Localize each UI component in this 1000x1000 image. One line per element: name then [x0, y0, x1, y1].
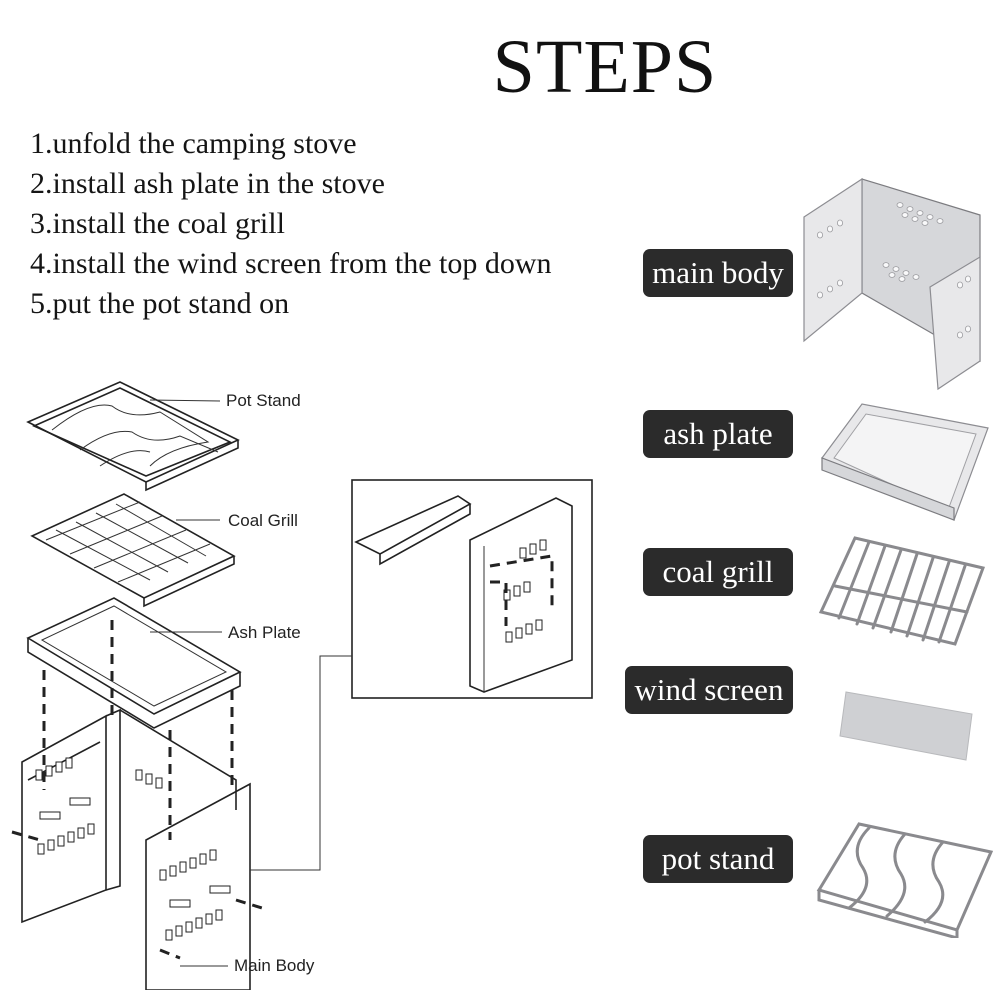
- part-label-ash-plate: ash plate: [643, 410, 793, 458]
- diagram-detail-inset: [352, 480, 592, 698]
- callout-ash-plate: Ash Plate: [228, 623, 301, 642]
- diagram-ash-plate: [28, 598, 240, 728]
- step-item: 5.put the pot stand on: [30, 287, 290, 320]
- part-label-pot-stand: pot stand: [643, 835, 793, 883]
- part-label-coal-grill: coal grill: [643, 548, 793, 596]
- step-item: 1.unfold the camping stove: [30, 127, 357, 160]
- ash-plate-image: [812, 398, 992, 528]
- steps-list: [30, 124, 552, 324]
- callout-main-body: Main Body: [234, 956, 315, 975]
- callout-pot-stand: Pot Stand: [226, 391, 301, 410]
- step-item: 3.install the coal grill: [30, 207, 285, 240]
- part-label-main-body: main body: [643, 249, 793, 297]
- step-item: 2.install ash plate in the stove: [30, 167, 385, 200]
- diagram-pot-stand: [28, 382, 238, 490]
- step-item: 4.install the wind screen from the top down: [30, 247, 552, 280]
- diagram-coal-grill: [32, 494, 234, 606]
- wind-screen-image: [838, 688, 978, 768]
- pot-stand-image: [815, 818, 995, 938]
- coal-grill-image: [815, 532, 985, 652]
- callout-coal-grill: Coal Grill: [228, 511, 298, 530]
- part-label-wind-screen: wind screen: [625, 666, 793, 714]
- exploded-diagram: [0, 370, 620, 990]
- page-title: STEPS: [492, 25, 718, 109]
- main-body-image: [800, 175, 990, 395]
- diagram-main-body: [12, 710, 262, 990]
